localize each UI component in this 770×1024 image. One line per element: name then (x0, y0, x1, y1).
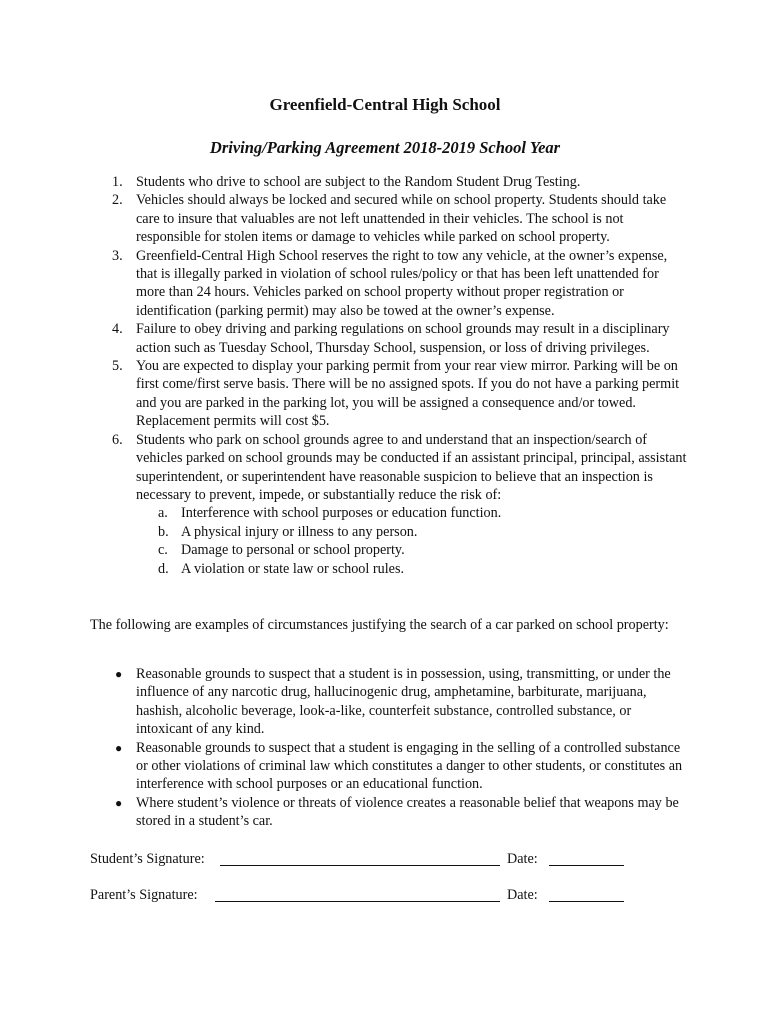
rule-number: 2. (112, 192, 123, 209)
parent-date-field[interactable] (549, 886, 624, 902)
agreement-title: Driving/Parking Agreement 2018-2019 School Year (209, 138, 561, 157)
circumstance-text: Reasonable grounds to suspect that a student is engaging in the selling of a controlled substance or other violations of criminal law which constitutes a danger to other students, or constitutes an interference with school purposes or an educational function. (136, 739, 683, 793)
school-name-heading: Greenfield-Central High School (269, 95, 501, 114)
sub-item-text: Damage to personal or school property. (181, 542, 405, 559)
rule-item (90, 173, 690, 191)
rule-item (90, 431, 690, 578)
parent-signature-label: Parent’s Signature: (90, 887, 198, 903)
sub-item-letter: a. (158, 505, 168, 522)
rule-text: Failure to obey driving and parking regulations on school grounds may result in a disciplinary action such as Tuesday School, Thursday School, suspension, or loss of driving privileges. (136, 321, 670, 356)
sub-item-letter: c. (158, 542, 168, 559)
circumstances-list (90, 665, 690, 831)
rule-item (90, 247, 690, 321)
circumstances-intro: The following are examples of circumstances justifying the search of a car parked on school property: (90, 617, 669, 633)
rule-number: 5. (112, 358, 123, 375)
rule-item (90, 191, 690, 246)
rule-number: 1. (112, 174, 123, 190)
sub-item (136, 541, 690, 559)
rule-text: Students who drive to school are subject to the Random Student Drug Testing. (136, 174, 581, 190)
circumstance-text: Where student’s violence or threats of violence creates a reasonable belief that weapons may be stored in a student’s car. (136, 794, 679, 830)
bullet-icon: ● (115, 667, 123, 681)
circumstance-item (90, 665, 690, 739)
rule-text: Vehicles should always be locked and secured while on school property. Students should take care to insure that valuables are not left unattended in their vehicles. The school is not responsible for stolen items or damage to vehicles while parked on school property. (136, 192, 667, 246)
rule-number: 4. (112, 321, 123, 338)
student-signature-field[interactable] (220, 850, 500, 866)
search-reasons-list (136, 504, 690, 578)
rule-text: Greenfield-Central High School reserves the right to tow any vehicle, at the owner’s expense, that is illegally parked in violation of school rules/policy or that has been left unattended for more than 24 hours. Vehicles parked on school property without proper registration or identification (parking permit) may also be towed at the owner’s expense. (136, 247, 668, 319)
sub-item-letter: d. (158, 560, 169, 577)
student-date-field[interactable] (549, 850, 624, 866)
rule-item (90, 320, 690, 357)
bullet-icon: ● (115, 740, 123, 755)
rule-text: Students who park on school grounds agree to and understand that an inspection/search of vehicles parked on school grounds may be conducted if an assistant principal, principal, assistant superintendent, or superintendent have reasonable suspicion to believe that an inspection is necessary to prevent, impede, or substantially reduce the risk of: (136, 431, 687, 503)
student-date-label: Date: (507, 851, 538, 867)
rule-number: 3. (112, 247, 123, 264)
sub-item-letter: b. (158, 523, 169, 540)
sub-item-text: A physical injury or illness to any person. (181, 523, 418, 540)
rule-number: 6. (112, 431, 123, 448)
circumstance-item (90, 794, 690, 831)
rule-item (90, 357, 690, 431)
rules-list (90, 173, 690, 578)
circumstance-item (90, 739, 690, 794)
sub-item (136, 504, 690, 522)
parent-signature-field[interactable] (215, 886, 500, 902)
student-signature-label: Student’s Signature: (90, 851, 205, 867)
parent-date-label: Date: (507, 887, 538, 903)
sub-item-text: Interference with school purposes or education function. (181, 505, 502, 522)
rule-text: You are expected to display your parking permit from your rear view mirror. Parking will be on first come/first serve basis. There will be no assigned spots. If you do not have a parking permit and you are parked in the parking lot, you will be assigned a consequence and/or towed. Replacement permits will cost $5. (136, 358, 680, 430)
sub-item (136, 560, 690, 578)
bullet-icon: ● (115, 795, 123, 810)
sub-item-text: A violation or state law or school rules. (181, 560, 405, 577)
sub-item (136, 523, 690, 541)
circumstance-text: Reasonable grounds to suspect that a student is in possession, using, transmitting, or under the influence of any narcotic drug, hallucinogenic drug, amphetamine, barbiturate, marijuana, hashish, alcoholic beverage, look-a-like, counterfeit substance, controlled substance, or intoxicant of any kind. (136, 666, 671, 738)
